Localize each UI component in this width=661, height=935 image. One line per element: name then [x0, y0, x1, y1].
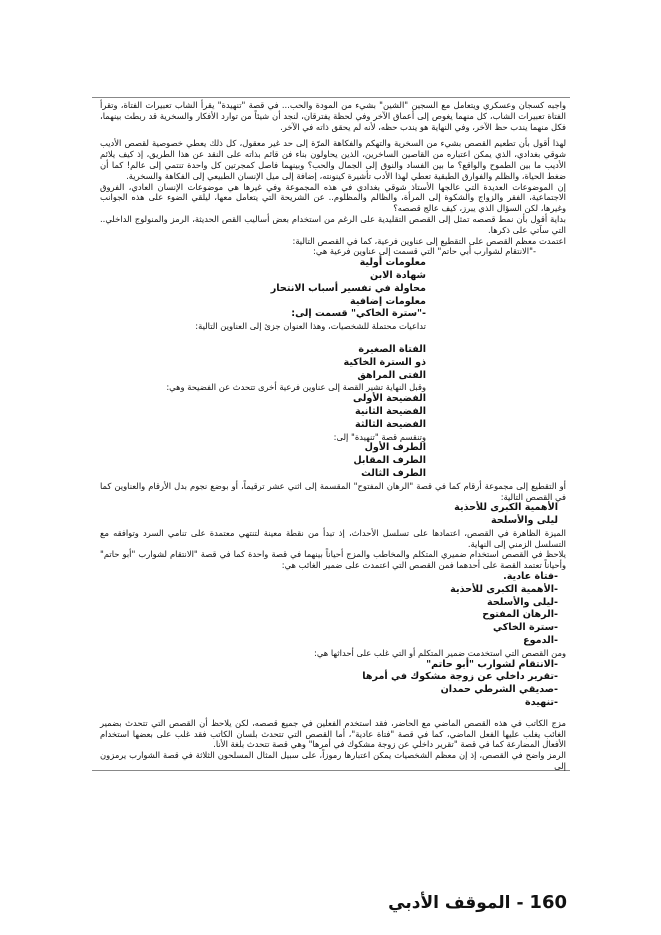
page-number: 160	[529, 892, 567, 913]
paragraph: تداعيات محتملة للشخصيات، وهذا العنوان جزئ إلى العناوين التالية:	[195, 321, 426, 332]
subheading: الفتى المراهق	[357, 369, 426, 381]
subheading: الطرف الثالث	[361, 467, 426, 479]
subheading: -الانتقام لشوارب "أبو حاتم"	[426, 658, 558, 670]
subheading: -الدموع	[523, 635, 558, 647]
article-column	[100, 100, 566, 772]
subheading: -فتاة عادية.	[503, 571, 558, 583]
subheading: الفضيحة الأولى	[353, 393, 426, 405]
subheading: الفضيحة الثانية	[355, 405, 426, 417]
subheading: -تقرير داخلي عن زوجة مشكوك في أمرها	[362, 671, 558, 683]
subheading: الأهمية الكبرى للأحذية	[454, 502, 558, 514]
paragraph: يلاحظ في القصص استخدام ضميري المتكلم والمخاطب والمزج أحياناً بينهما في قصة واحدة كما في قصة "الانتقام لشوارب "أبو حاتم" وأحياناً تعتمد القصة على أحدهما فمن القصص التي اعتمدت على ضمير الغائب هي:	[100, 549, 566, 571]
subheading: ذو السترة الخاكية	[343, 356, 426, 368]
subheading: الطرف المقابل	[353, 455, 426, 467]
subheading-list	[100, 442, 566, 480]
subheading: معلومات أولية	[359, 257, 426, 269]
subheading: -الأهمية الكبرى للأحذية	[450, 583, 558, 595]
subheading: -صديقي الشرطي حمدان	[440, 684, 558, 696]
magazine-name: الموقف الأدبي	[388, 893, 511, 913]
subheading-list	[100, 393, 566, 431]
paragraph: الميزة الظاهرة في القصص، اعتمادها على تسلسل الأحداث، إذ تبدأ من نقطة معينة لتنتهي معتمدة على تنامي السرد وتوافقه مع التسلسل الزمني إلى النهاية.	[100, 527, 566, 549]
footer-separator: -	[516, 893, 524, 913]
paragraph: مزج الكاتب في هذه القصص الماضي مع الحاضر، فقد استخدم الفعلين في جميع قصصه، لكن يلاحظ أن القصص التي تتحدث بضمير الغائب يغلب عليها الفعل الماضي، كما في قصة "فتاة عادية"، أما القصص التي تتحدث بلسان الكاتب فقد غلب على بعضها استخدام الأفعال المضارعة كما في قصة "تقرير داخلي عن زوجة مشكوك في أمرها" وهي قصة تتحدث بلغة الأنا.	[100, 717, 566, 750]
subheading: -الرهان المفتوح	[482, 609, 558, 621]
subheading: الطرف الأول	[364, 442, 426, 454]
paragraph: اعتمدت معظم القصص على التقطيع إلى عناوين فرعية، كما في القصص التالية:	[292, 235, 566, 246]
subheading-list	[100, 344, 566, 382]
paragraph: ومن القصص التي استخدمت ضمير المتكلم أو التي غلب على أحداثها هي:	[314, 647, 566, 658]
subheading-list	[100, 257, 566, 321]
paragraph: أو التقطيع إلى مجموعة أرقام كما في قصة "الرهان المفتوح" المقسمة إلى اثني عشر ترقيماً، أو بوضع نجوم بدل الأرقام والعناوين كما في القصص التالية:	[100, 480, 566, 502]
subheading: الفضيحة الثالثة	[355, 418, 426, 430]
page-footer	[388, 892, 567, 913]
subheading-list	[100, 502, 566, 528]
subheading: -ليلى والأسلحة	[487, 596, 558, 608]
paragraph: وقبل النهاية تشير القصة إلى عناوين فرعية أخرى تتحدث عن الفضيحة وهي:	[166, 382, 426, 393]
paragraph: -"الانتقام لشوارب أبي حاتم" التي قسمت إلى عناوين فرعية هي:	[313, 246, 536, 257]
subheading: معلومات إضافية	[350, 295, 426, 307]
subheading: الفتاة الصغيرة	[358, 343, 426, 355]
paragraph: لهذا أقول بأن تطعيم القصص بشيء من السخرية والتهكم والفكاهة المرّة إلى حد غير معقول، كل ذلك يعطي خصوصية لقصص الأديب شوقي بغدادي، الذي يمكن اعتباره من القاصين الساخرين، الذين يحاولون بناء فن قائم بذاته على النقد عن هذا الطريق، إذ كيف يلائم الأديب ما بين الطموح والواقع؟ ما بين الفساد والنوق إلى الجمال والحب؟ وبينهما فاصل كمجرتين كل واحدة تنتمي إلى عالم! كما أن ضغط الحياة، والظلم والفوارق الطبقية تعطي لهذا الأدب تأشيرة كينونته، إضافة إلى ميل الإنسان الطبيعي إلى الفكاهة والسخرية.	[100, 138, 566, 181]
subheading: ليلى والأسلحة	[491, 515, 558, 527]
subheading-list	[100, 571, 566, 648]
paragraph: إن الموضوعات العديدة التي عالجها الأستاذ شوقي بغدادي في هذه المجموعة وفي غيرها هي موضوعات الإنسان العادي، الفروق الاجتماعية، الفقر والزواج والشكوة إلى المرأة، والظالم والمظلوم.. عن الشريحة التي يتعامل معها، ليلقي الضوء على هذه الجوانب وغيرها، لكن السؤال الذي يبرز، كيف عالج قصصه؟	[100, 181, 566, 214]
subheading: -"سترة الخاكي" قسمت إلى:	[291, 308, 426, 320]
paragraph: بداية أقول بأن نمط قصصه تمثل إلى القصص التقليدية على الرغم من استخدام بعض أساليب القص الحديثة، الرمز والمنولوج الداخلي.. التي سآتي على ذكرها.	[100, 213, 566, 235]
subheading: -سترة الخاكي	[493, 622, 558, 634]
paragraph: وتنقسم قصة "تنهيدة" إلى:	[333, 431, 426, 442]
subheading: محاولة في تفسير أسباب الانتحار	[270, 282, 426, 294]
subheading: شهادة الابن	[370, 269, 426, 281]
paragraph: الرمز واضح في القصص، إذ إن معظم الشخصيات يمكن اعتبارها رموزاً، على سبيل المثال المسلحون الثلاثة في قصة الشوارب يرمزون إلى	[100, 750, 566, 772]
top-rule	[92, 97, 570, 98]
paragraph: واجبه كسجان وعسكري ويتعامل مع السجين "الشين" بشيء من المودة والحب... في قصة "تنهيدة" يقرأ الشاب تعبيرات الفتاة، وتقرأ الفتاة تعبيرات الشاب، كل منهما يغوص إلى أعماق الآخر وفي لحظة يفترقان، لنجد أن شيئاً من توارد الأفكار والسخرية قد ربطت بينهما، فكل منهما يندب حظ الآخر، وفي النهاية هو يندب حظه، لأنه لم يحقق ذاته في الآخر.	[100, 100, 566, 132]
subheading-list	[100, 659, 566, 710]
subheading: -تنهيدة	[525, 697, 558, 709]
